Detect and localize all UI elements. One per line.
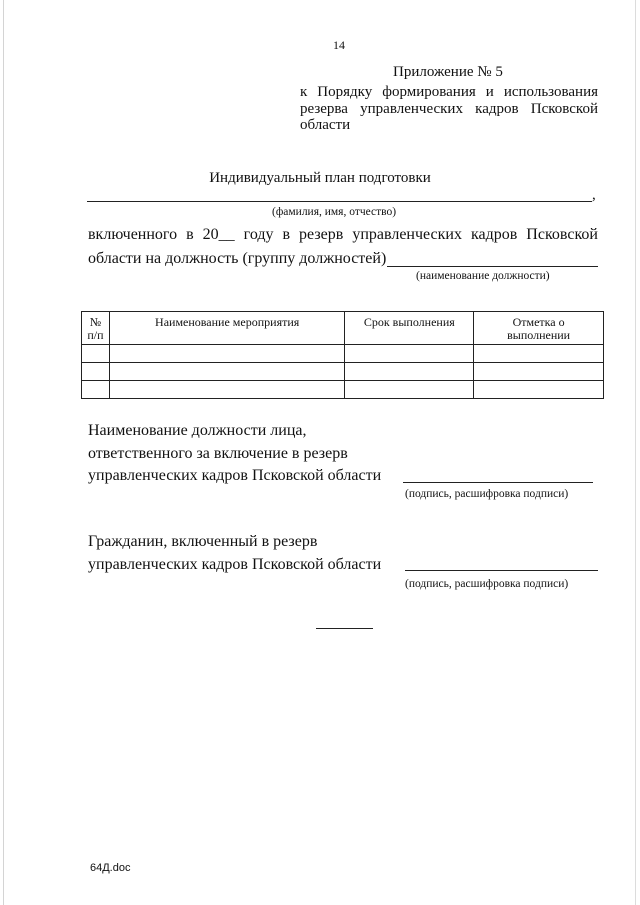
table-cell (82, 381, 110, 399)
name-caption: (фамилия, имя, отчество) (272, 206, 397, 218)
plan-table (81, 311, 604, 399)
plan-title: Индивидуальный план подготовки (209, 170, 431, 186)
responsible-signature-line (403, 482, 593, 483)
table-cell (345, 363, 474, 381)
table-row (82, 381, 604, 399)
responsible-line-1: Наименование должности лица, (88, 422, 307, 439)
name-line-comma: , (592, 187, 596, 203)
header-deadline (345, 312, 474, 345)
scan-edge-left (3, 0, 4, 905)
scan-edge-right (635, 0, 636, 905)
appendix-line-1: к Порядку формирования и использования (300, 84, 598, 100)
body-line-2: области на должность (группу должностей) (88, 250, 387, 267)
responsible-line-2: ответственного за включение в резерв (88, 445, 348, 462)
page-number: 14 (333, 38, 345, 52)
header-completion-mark (474, 312, 604, 345)
position-fill-line (387, 266, 598, 267)
table-cell (82, 345, 110, 363)
header-number (82, 312, 110, 345)
table-cell (109, 345, 344, 363)
table-cell (474, 363, 604, 381)
header-number-line-1: № (89, 315, 102, 329)
position-caption: (наименование должности) (416, 270, 550, 282)
table-cell (345, 345, 474, 363)
table-cell (82, 363, 110, 381)
header-deadline-text: Срок выполнения (363, 315, 455, 329)
table-cell (345, 381, 474, 399)
table-cell (109, 381, 344, 399)
table-header-row (82, 312, 604, 345)
header-completion-line-2: выполнении (507, 328, 571, 342)
responsible-signature-caption: (подпись, расшифровка подписи) (405, 488, 569, 500)
responsible-line-3: управленческих кадров Псковской области (88, 467, 382, 484)
footer-filename: 64Д.doc (90, 862, 131, 874)
appendix-line-3: области (300, 117, 351, 133)
table-cell (109, 363, 344, 381)
citizen-signature-line (405, 570, 598, 571)
table-row (82, 363, 604, 381)
citizen-line-1: Гражданин, включенный в резерв (88, 533, 318, 550)
citizen-line-2: управленческих кадров Псковской области (88, 556, 382, 573)
table-cell (474, 381, 604, 399)
body-line-1: включенного в 20__ году в резерв управленческих кадров Псковской (88, 226, 598, 243)
appendix-title: Приложение № 5 (393, 64, 503, 80)
table-cell (474, 345, 604, 363)
appendix-line-2: резерва управленческих кадров Псковской (300, 101, 598, 117)
header-event-name (109, 312, 344, 345)
header-event-name-text: Наименование мероприятия (155, 315, 300, 329)
citizen-signature-caption: (подпись, расшифровка подписи) (405, 578, 569, 590)
header-number-line-2: п/п (87, 328, 104, 342)
end-separator (316, 628, 373, 629)
name-fill-line (87, 201, 592, 202)
header-completion-line-1: Отметка о (512, 315, 565, 329)
table-row (82, 345, 604, 363)
